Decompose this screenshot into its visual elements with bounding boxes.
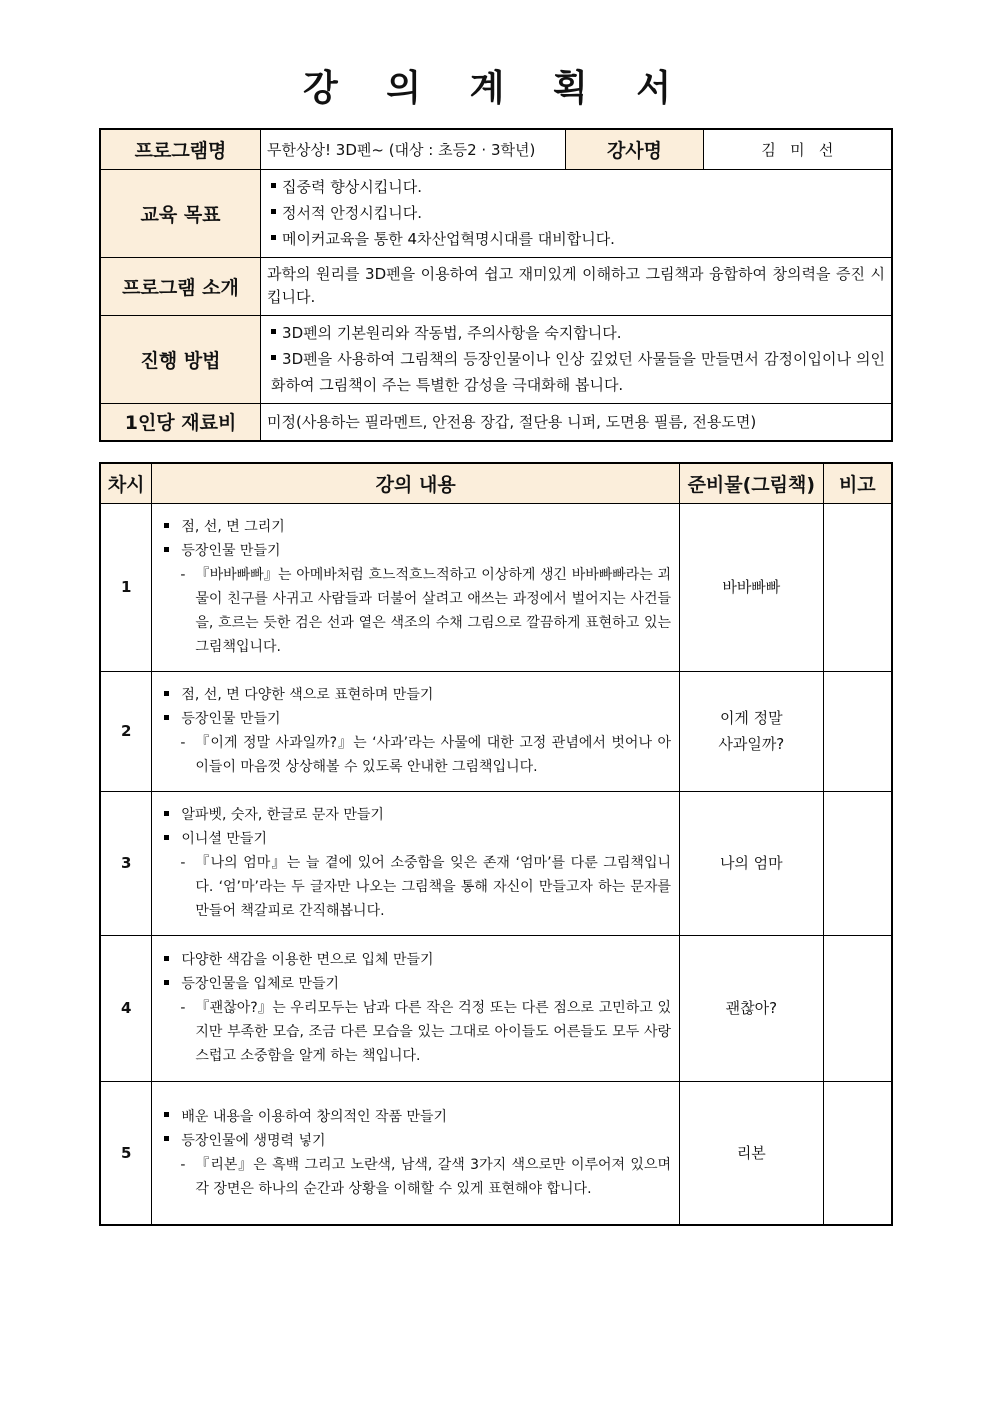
goal-label: 교육 목표 [100,169,261,257]
session-number: 2 [100,671,152,791]
method-item: 3D펜을 사용하여 그림책의 등장인물이나 인상 깊었던 사물들을 만들면서 감정이입이나 의인화하여 그림책이 주는 특별한 감성을 극대화해 봅니다. [271,350,885,394]
list-item: 등장인물에 생명력 넣기 [162,1129,671,1153]
bullet-icon [271,209,276,214]
cost-label: 1인당 재료비 [100,403,261,441]
table-row [100,1081,892,1225]
bullet-icon [164,811,169,816]
table-row [100,671,892,791]
session-content [152,935,680,1081]
cost-row [100,403,892,441]
note-cell [823,671,892,791]
header-note: 비고 [823,463,892,503]
bullet-icon [271,235,276,240]
list-item: 배운 내용을 이용하여 창의적인 작품 만들기 [162,1105,671,1129]
bullet-icon [164,835,169,840]
intro-value: 과학의 원리를 3D펜을 이용하여 쉽고 재미있게 이해하고 그림책과 융합하여 창의력을 증진 시킵니다. [261,257,892,315]
material-value: 리본 [680,1081,824,1225]
table-row [100,791,892,935]
info-table [99,128,893,442]
bullet-icon [164,715,169,720]
plan-header-row [100,463,892,503]
program-value: 무한상상! 3D펜~ (대상 : 초등2 · 3학년) [261,129,566,169]
goal-row [100,169,892,257]
list-item: 이니셜 만들기 [162,827,671,851]
note-cell [823,503,892,671]
program-row [100,129,892,169]
book-description: - 『리본』은 흑백 그리고 노란색, 남색, 갈색 3가지 색으로만 이루어져 있으며 각 장면은 하나의 순간과 상황을 이해할 수 있게 표현해야 합니다. [180,1156,671,1197]
bullet-icon [164,691,169,696]
list-item: 등장인물 만들기 [162,707,671,731]
bullet-icon [271,183,276,188]
bullet-icon [271,329,276,334]
cost-value: 미정(사용하는 필라멘트, 안전용 장갑, 절단용 니퍼, 도면용 필름, 전용도면) [261,403,892,441]
material-value: 괜찮아? [680,935,824,1081]
list-item: 점, 선, 면 다양한 색으로 표현하며 만들기 [162,683,671,707]
material-value: 바바빠빠 [680,503,824,671]
method-list [261,315,892,403]
session-content [152,671,680,791]
list-item: 등장인물 만들기 [162,539,671,563]
method-label: 진행 방법 [100,315,261,403]
program-label: 프로그램명 [100,129,261,169]
intro-row [100,257,892,315]
book-description: - 『이게 정말 사과일까?』는 ‘사과’라는 사물에 대한 고정 관념에서 벗어나 아이들이 마음껏 상상해볼 수 있도록 안내한 그림책입니다. [180,735,671,775]
bullet-icon [164,1136,169,1141]
session-number: 3 [100,791,152,935]
material-value: 이게 정말 사과일까? [680,671,824,791]
bullet-icon [164,523,169,528]
session-content [152,503,680,671]
session-content [152,791,680,935]
bullet-icon [271,355,276,360]
note-cell [823,1081,892,1225]
bullet-icon [164,980,169,985]
table-row [100,935,892,1081]
page-title: 강 의 계 획 서 [302,68,689,109]
header-session: 차시 [100,463,152,503]
book-description: - 『나의 엄마』는 늘 곁에 있어 소중함을 잊은 존재 ‘엄마’를 다룬 그림책입니다. ‘엄’마’라는 두 글자만 나오는 그림책을 통해 자신이 만들고자 하는 문자를 만들어 책갈피로 간직해봅니다. [180,855,671,919]
goal-item: 집중력 향상시킵니다. [267,174,885,200]
note-cell [823,791,892,935]
note-cell [823,935,892,1081]
list-item: 다양한 색감을 이용한 면으로 입체 만들기 [162,948,671,972]
material-value: 나의 엄마 [680,791,824,935]
goal-item: 메이커교육을 통한 4차산업혁명시대를 대비합니다. [267,226,885,252]
book-description: - 『괜찮아?』는 우리모두는 남과 다른 작은 걱정 또는 다른 점으로 고민하고 있지만 부족한 모습, 조금 다른 모습을 있는 그대로 아이들도 어른들도 모두 사랑스럽고 소중함을 알게 하는 책입니다. [180,1000,671,1064]
lecture-plan-table [99,462,893,1226]
book-description: - 『바바빠빠』는 아메바처럼 흐느적흐느적하고 이상하게 생긴 바바빠빠라는 괴물이 친구를 사귀고 사람들과 더불어 살려고 애쓰는 과정에서 벌어지는 사건들을, 흐르는 듯한 검은 선과 옅은 색조의 수채 그림으로 깔끔하게 표현하고 있는 그림책입니다. [180,567,671,655]
list-item: 등장인물을 입체로 만들기 [162,972,671,996]
bullet-icon [164,547,169,552]
instructor-value: 김 미 선 [703,129,892,169]
list-item: 점, 선, 면 그리기 [162,515,671,539]
goal-list [261,169,892,257]
session-content [152,1081,680,1225]
session-number: 1 [100,503,152,671]
header-material: 준비물(그림책) [680,463,824,503]
table-row [100,503,892,671]
list-item: 알파벳, 숫자, 한글로 문자 만들기 [162,803,671,827]
method-item: 3D펜의 기본원리와 작동법, 주의사항을 숙지합니다. [267,320,885,346]
goal-item: 정서적 안정시킵니다. [267,200,885,226]
bullet-icon [164,1112,169,1117]
header-content: 강의 내용 [152,463,680,503]
method-row [100,315,892,403]
session-number: 4 [100,935,152,1081]
instructor-label: 강사명 [566,129,704,169]
session-number: 5 [100,1081,152,1225]
intro-label: 프로그램 소개 [100,257,261,315]
bullet-icon [164,956,169,961]
